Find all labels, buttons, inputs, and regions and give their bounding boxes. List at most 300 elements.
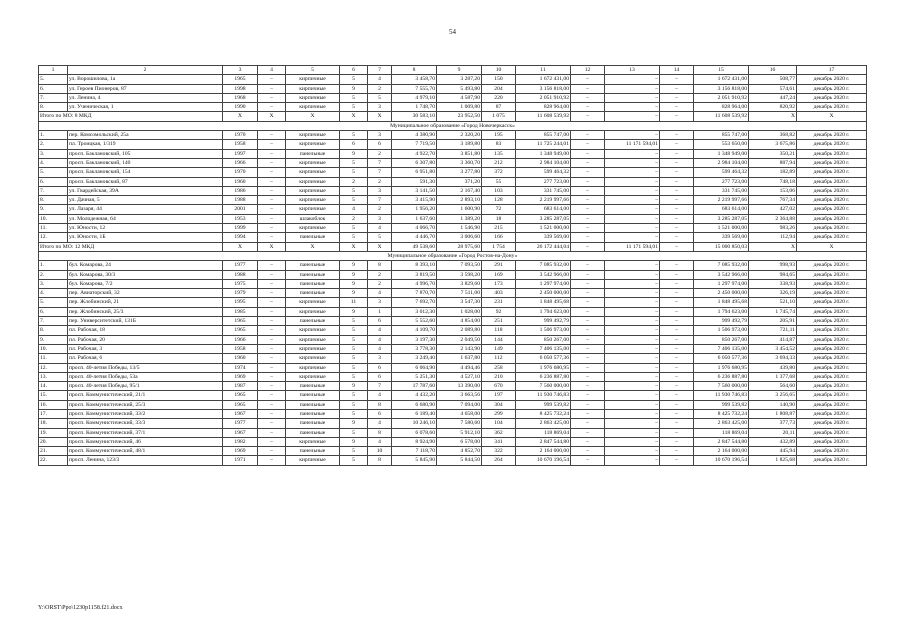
table-cell: пер. Авиаторский, 32	[68, 289, 223, 298]
table-cell: 5	[340, 456, 368, 465]
table-cell: –	[605, 354, 660, 363]
table-cell: 3	[368, 131, 392, 140]
table-cell: –	[605, 186, 660, 195]
table-cell: 6.	[39, 307, 68, 316]
table-cell: –	[605, 112, 660, 121]
table-cell: –	[605, 84, 660, 93]
table-cell: пер. Университетский, 131Б	[68, 317, 223, 326]
table-row	[39, 93, 867, 102]
table-cell: 5	[340, 363, 368, 372]
table-cell: –	[571, 289, 605, 298]
table-cell: 5	[340, 224, 368, 233]
table-cell: 4.	[39, 289, 68, 298]
table-cell: –	[660, 317, 694, 326]
table-cell: –	[605, 233, 660, 242]
table-cell: 7	[368, 66, 392, 75]
table-cell: 11 930 746,83	[694, 391, 749, 400]
table-cell: 999 492,79	[694, 317, 749, 326]
table-cell: 5	[340, 400, 368, 409]
table-row	[39, 205, 867, 214]
table-cell: 362	[482, 428, 516, 437]
table-cell: –	[605, 177, 660, 186]
table-cell: кирпичные	[286, 437, 340, 446]
table-cell: 9	[340, 289, 368, 298]
table-cell: –	[571, 354, 605, 363]
table-cell: 128	[482, 196, 516, 205]
table-cell: –	[571, 456, 605, 465]
table-cell: Муниципальное образование «Город Новочеркасск»	[39, 121, 867, 130]
table-cell: кирпичные	[286, 344, 340, 353]
table-cell: 7 085 932,00	[694, 261, 749, 270]
table-cell: –	[571, 177, 605, 186]
table-cell: –	[258, 391, 286, 400]
table-cell: Муниципальное образование «Город Ростов-на-Дону»	[39, 251, 867, 260]
table-cell: панельные	[286, 270, 340, 279]
table-cell: 6 236 887,80	[694, 372, 749, 381]
table-cell: 11	[516, 66, 571, 75]
table-cell: –	[258, 456, 286, 465]
table-cell: 8	[368, 456, 392, 465]
table-cell: 3 547,30	[437, 298, 482, 307]
table-cell: 10 670 196,54	[694, 456, 749, 465]
table-row	[39, 270, 867, 279]
table-cell: –	[258, 158, 286, 167]
table-cell: X	[749, 112, 797, 121]
table-cell: –	[571, 131, 605, 140]
table-cell: –	[660, 270, 694, 279]
table-cell: 8 425 732,24	[516, 409, 571, 418]
table-cell: 220	[482, 93, 516, 102]
table-cell: –	[605, 261, 660, 270]
table-cell: 6	[340, 140, 368, 149]
table-cell: кирпичные	[286, 335, 340, 344]
table-cell: –	[571, 140, 605, 149]
table-cell: 15.	[39, 391, 68, 400]
table-cell: 6 050 577,36	[516, 354, 571, 363]
table-cell: пл. Рабочая, 6	[68, 354, 223, 363]
table-cell: 21.	[39, 447, 68, 456]
table-cell: –	[258, 103, 286, 112]
table-cell: 2 164 000,00	[516, 447, 571, 456]
table-cell: 166	[482, 233, 516, 242]
table-row	[39, 196, 867, 205]
table-cell: 1960	[223, 177, 258, 186]
table-cell: 9	[340, 149, 368, 158]
table-cell: 3 542 966,00	[694, 270, 749, 279]
table-cell: 153,06	[749, 186, 797, 195]
table-cell: –	[660, 363, 694, 372]
table-cell: кирпичные	[286, 224, 340, 233]
table-cell: 13 390,00	[437, 382, 482, 391]
table-cell: 1 748,70	[392, 103, 437, 112]
table-cell: 5	[340, 186, 368, 195]
table-cell: 1970	[223, 168, 258, 177]
table-cell: декабрь 2020 г.	[797, 224, 867, 233]
table-cell: –	[660, 93, 694, 102]
table-cell: 6 680,90	[392, 400, 437, 409]
table-row	[39, 177, 867, 186]
table-cell: –	[258, 131, 286, 140]
table-cell: 3 663,56	[437, 391, 482, 400]
table-cell: 10	[482, 66, 516, 75]
table-cell: 8 425 732,24	[694, 409, 749, 418]
table-cell: 169	[482, 270, 516, 279]
table-cell: –	[258, 84, 286, 93]
table-cell: –	[258, 270, 286, 279]
table-cell: 3 694,33	[749, 354, 797, 363]
table-cell: 1 637,80	[437, 354, 482, 363]
table-cell: –	[605, 279, 660, 288]
table-cell: кирпичные	[286, 372, 340, 381]
table-cell: 6 050 577,36	[694, 354, 749, 363]
table-cell: X	[258, 112, 286, 121]
table-cell: 3	[368, 103, 392, 112]
table-cell: 215	[482, 224, 516, 233]
table-row	[39, 261, 867, 270]
table-cell: 1	[39, 66, 68, 75]
table-cell: 9	[340, 437, 368, 446]
table-cell: 850 267,00	[516, 335, 571, 344]
table-cell: 11 171 594,01	[605, 140, 660, 149]
table-cell: 2 847 544,80	[694, 437, 749, 446]
table-cell: –	[571, 186, 605, 195]
table-cell: 1 521 000,00	[516, 224, 571, 233]
table-cell: 1999	[223, 224, 258, 233]
table-row	[39, 409, 867, 418]
table-cell: 721,11	[749, 326, 797, 335]
table-cell: –	[660, 103, 694, 112]
table-cell: X	[286, 242, 340, 251]
table-cell: 3	[368, 186, 392, 195]
table-cell: 1 389,20	[437, 214, 482, 223]
table-cell: 291	[482, 261, 516, 270]
table-cell: 1.	[39, 261, 68, 270]
table-cell: декабрь 2020 г.	[797, 168, 867, 177]
table-cell: –	[258, 196, 286, 205]
table-cell: кирпичные	[286, 75, 340, 84]
table-cell: –	[660, 289, 694, 298]
table-cell: бул. Комарова, 24	[68, 261, 223, 270]
table-cell: 118 869,04	[516, 428, 571, 437]
table-cell: 4 854,00	[437, 317, 482, 326]
table-cell: –	[571, 205, 605, 214]
table-cell: –	[258, 344, 286, 353]
table-cell: 1.	[39, 131, 68, 140]
table-cell: декабрь 2020 г.	[797, 149, 867, 158]
table-cell: 3 156 818,00	[694, 84, 749, 93]
table-cell: 72	[482, 205, 516, 214]
table-cell: 11	[340, 298, 368, 307]
table-cell: 8 393,10	[392, 261, 437, 270]
table-cell: 10	[368, 447, 392, 456]
table-row	[39, 437, 867, 446]
table-cell: –	[660, 326, 694, 335]
table-cell: 4 494,46	[437, 363, 482, 372]
table-cell: –	[258, 224, 286, 233]
table-cell: 5	[340, 354, 368, 363]
table-cell: 3 458,70	[392, 75, 437, 84]
table-cell: 1 825,68	[749, 456, 797, 465]
table-cell: 339 569,00	[694, 233, 749, 242]
table-row	[39, 307, 867, 316]
table-cell: 1969	[223, 447, 258, 456]
table-cell: 9	[340, 307, 368, 316]
table-cell: 5	[340, 93, 368, 102]
table-cell: 2 364,88	[749, 214, 797, 223]
table-cell: 7	[368, 168, 392, 177]
table-cell: 4 658,00	[437, 409, 482, 418]
table-cell: ул. Лазаря, 44	[68, 205, 223, 214]
table-cell: –	[571, 196, 605, 205]
table-cell: –	[605, 103, 660, 112]
table-cell: 204	[482, 84, 516, 93]
table-cell: декабрь 2020 г.	[797, 75, 867, 84]
table-cell: 8.	[39, 326, 68, 335]
table-cell: 7 406 135,00	[516, 344, 571, 353]
table-cell: 14.	[39, 382, 68, 391]
table-cell: 1965	[223, 75, 258, 84]
table-cell: 4	[368, 391, 392, 400]
table-cell: X	[223, 112, 258, 121]
table-cell: –	[660, 419, 694, 428]
table-cell: –	[571, 372, 605, 381]
table-cell: 4	[340, 205, 368, 214]
table-cell: 2 219 997,66	[694, 196, 749, 205]
table-cell: –	[258, 149, 286, 158]
table-cell: ул. Ворошилова, 1а	[68, 75, 223, 84]
table-cell: –	[605, 382, 660, 391]
table-cell: 8.	[39, 103, 68, 112]
table-cell: 3 012,30	[392, 307, 437, 316]
table-cell: 6 064,90	[392, 363, 437, 372]
table-cell: –	[605, 456, 660, 465]
table-cell: X	[340, 242, 368, 251]
table-cell: декабрь 2020 г.	[797, 298, 867, 307]
table-cell: –	[571, 437, 605, 446]
table-cell: –	[605, 93, 660, 102]
table-cell: 1985	[223, 307, 258, 316]
total-row	[39, 112, 867, 121]
table-cell: 17 787,60	[392, 382, 437, 391]
table-cell: –	[571, 214, 605, 223]
table-cell: 767,34	[749, 196, 797, 205]
table-cell: 4 979,10	[392, 93, 437, 102]
table-row	[39, 214, 867, 223]
table-cell: 17	[797, 66, 867, 75]
table-cell: панельные	[286, 419, 340, 428]
table-cell: 4	[368, 326, 392, 335]
table-cell: 377,73	[749, 419, 797, 428]
table-cell: кирпичные	[286, 84, 340, 93]
table-row	[39, 168, 867, 177]
table-cell: 92	[482, 307, 516, 316]
table-cell: декабрь 2020 г.	[797, 419, 867, 428]
table-cell: 1 521 000,00	[694, 224, 749, 233]
table-cell: 13	[605, 66, 660, 75]
table-cell: –	[605, 205, 660, 214]
table-cell: 150	[482, 75, 516, 84]
table-cell: –	[605, 428, 660, 437]
table-cell: 10 246,10	[392, 419, 437, 428]
table-cell: кирпичные	[286, 298, 340, 307]
table-cell: 87	[482, 103, 516, 112]
table-cell: декабрь 2020 г.	[797, 103, 867, 112]
table-cell: 1 794 623,00	[694, 307, 749, 316]
table-cell: 135	[482, 149, 516, 158]
table-cell: 1953	[223, 214, 258, 223]
table-cell: ул. Героев Пионеров, 87	[68, 84, 223, 93]
table-cell: 999 492,79	[516, 317, 571, 326]
table-cell: 7 560 000,00	[694, 382, 749, 391]
table-cell: –	[605, 196, 660, 205]
table-cell: 1 745,74	[749, 307, 797, 316]
table-cell: 9	[437, 66, 482, 75]
table-cell: 22.	[39, 456, 68, 465]
table-cell: 28 975,60	[437, 242, 482, 251]
table-cell: 3 454,52	[749, 344, 797, 353]
table-cell: –	[660, 84, 694, 93]
table-cell: 6	[368, 317, 392, 326]
table-cell: 331 745,00	[516, 186, 571, 195]
table-cell: X	[749, 242, 797, 251]
table-cell: ул. Ученическая, 1	[68, 103, 223, 112]
table-cell: 4	[368, 289, 392, 298]
table-cell: 1969	[223, 372, 258, 381]
table-cell: 984,65	[749, 270, 797, 279]
table-cell: 1965	[223, 391, 258, 400]
table-cell: просп. Баклановский, 154	[68, 168, 223, 177]
table-row	[39, 186, 867, 195]
table-cell: декабрь 2020 г.	[797, 447, 867, 456]
table-cell: 828 964,00	[694, 103, 749, 112]
table-cell: бул. Комарова, 30/3	[68, 270, 223, 279]
table-cell: –	[258, 335, 286, 344]
table-cell: 23 952,50	[437, 112, 482, 121]
table-cell: 20,11	[749, 428, 797, 437]
table-row	[39, 298, 867, 307]
table-cell: 14	[660, 66, 694, 75]
table-cell: просп. Коммунистический, 33/3	[68, 419, 223, 428]
table-cell: 2	[68, 66, 223, 75]
table-cell: 3 360,70	[437, 158, 482, 167]
table-cell: 1 546,90	[437, 224, 482, 233]
table-cell: –	[258, 140, 286, 149]
municipality-header-row	[39, 121, 867, 130]
table-cell: 3	[368, 214, 392, 223]
table-cell: декабрь 2020 г.	[797, 279, 867, 288]
repair-program-table	[38, 65, 867, 466]
table-cell: декабрь 2020 г.	[797, 428, 867, 437]
table-row	[39, 103, 867, 112]
table-cell: 8.	[39, 196, 68, 205]
table-cell: кирпичные	[286, 196, 340, 205]
table-cell: 3 189,80	[437, 140, 482, 149]
table-cell: 1971	[223, 456, 258, 465]
table-cell: 2 167,40	[437, 186, 482, 195]
table-cell: 7 118,70	[392, 447, 437, 456]
table-cell: –	[605, 419, 660, 428]
table-cell: –	[660, 335, 694, 344]
table-cell: декабрь 2020 г.	[797, 270, 867, 279]
table-cell: 4 922,70	[392, 149, 437, 158]
table-cell: 3 829,60	[437, 279, 482, 288]
table-cell: –	[660, 112, 694, 121]
table-cell: панельные	[286, 279, 340, 288]
table-cell: 5	[340, 335, 368, 344]
table-cell: 5	[340, 196, 368, 205]
table-cell: кирпичные	[286, 103, 340, 112]
table-cell: пл. Рабочая, 18	[68, 326, 223, 335]
table-cell: 4	[368, 437, 392, 446]
table-cell: –	[258, 279, 286, 288]
table-cell: 2 089,80	[437, 326, 482, 335]
table-cell: 3 249,40	[392, 354, 437, 363]
table-cell: 18.	[39, 419, 68, 428]
table-cell: –	[660, 372, 694, 381]
table-cell: 3	[368, 354, 392, 363]
table-cell: –	[571, 335, 605, 344]
table-cell: 6 236 887,80	[516, 372, 571, 381]
table-cell: X	[368, 112, 392, 121]
table-cell: декабрь 2020 г.	[797, 344, 867, 353]
table-cell: 4	[368, 344, 392, 353]
table-cell: 1 976 680,95	[516, 363, 571, 372]
table-cell: 341	[482, 437, 516, 446]
table-cell: –	[258, 205, 286, 214]
table-cell: 11 608 539,92	[516, 112, 571, 121]
table-cell: кирпичные	[286, 131, 340, 140]
table-cell: 998,93	[749, 261, 797, 270]
table-row	[39, 149, 867, 158]
table-cell: 299	[482, 409, 516, 418]
total-row	[39, 242, 867, 251]
table-cell: 55	[482, 177, 516, 186]
table-cell: просп. Баклановский, 87	[68, 177, 223, 186]
table-row	[39, 391, 867, 400]
table-cell: 1965	[223, 400, 258, 409]
table-cell: 112,94	[749, 233, 797, 242]
table-cell: 820,92	[749, 103, 797, 112]
table-cell: декабрь 2020 г.	[797, 317, 867, 326]
table-cell: 999 539,82	[516, 400, 571, 409]
table-cell: 3 197,30	[392, 335, 437, 344]
table-cell: 2	[368, 270, 392, 279]
table-cell: 1965	[223, 326, 258, 335]
table-cell: панельные	[286, 289, 340, 298]
table-cell: 17.	[39, 409, 68, 418]
table-cell: –	[605, 317, 660, 326]
table-cell: 112	[482, 354, 516, 363]
table-cell: 4	[368, 75, 392, 84]
table-cell: –	[605, 149, 660, 158]
table-cell: декабрь 2020 г.	[797, 354, 867, 363]
table-cell: –	[571, 428, 605, 437]
table-cell: бул. Комарова, 7/2	[68, 279, 223, 288]
table-cell: –	[605, 75, 660, 84]
table-cell: 4 446,70	[392, 233, 437, 242]
table-cell: 1 297 974,00	[516, 279, 571, 288]
table-row	[39, 75, 867, 84]
table-cell: –	[660, 158, 694, 167]
table-cell: 7 580,60	[437, 419, 482, 428]
table-cell: декабрь 2020 г.	[797, 158, 867, 167]
table-row	[39, 289, 867, 298]
table-cell: декабрь 2020 г.	[797, 289, 867, 298]
table-cell: 3.	[39, 279, 68, 288]
table-cell: 10.	[39, 344, 68, 353]
table-cell: –	[605, 131, 660, 140]
table-cell: 8 924,90	[392, 437, 437, 446]
